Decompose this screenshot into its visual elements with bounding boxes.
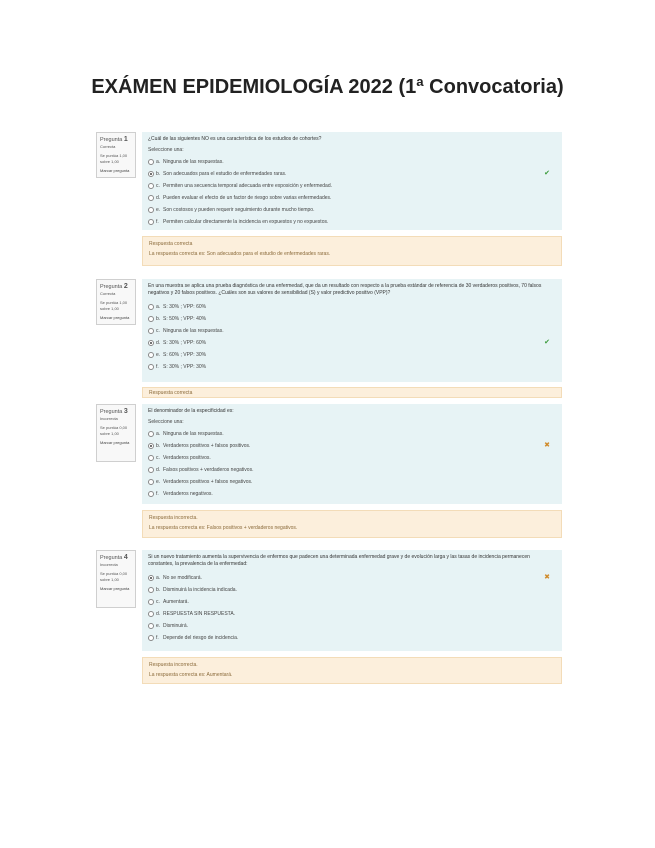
question-text: En una muestra se aplica una prueba diagnóstica de una enfermedad, que da un resultado con respecto a la prueba estándar de referencia de 30 verdaderos positivos, 70 falsos negativos y 20 falsos positivos. ¿Cuáles son sus valores de sensibilidad (S) y valor predictivo positivo (VPP)? xyxy=(148,283,542,296)
radio-button[interactable] xyxy=(148,328,154,334)
answer-option[interactable]: e. Disminuirá. xyxy=(148,620,556,632)
question-prompt: Seleccione una: xyxy=(148,147,184,153)
radio-button[interactable] xyxy=(148,219,154,225)
feedback-box xyxy=(142,236,562,266)
radio-button-selected[interactable] xyxy=(148,575,154,581)
flag-question-link[interactable]: Marcar pregunta xyxy=(100,315,130,320)
answer-option[interactable]: d. Falsos positivos + verdaderos negativos. xyxy=(148,464,556,476)
feedback-text: La respuesta correcta es: Falsos positivos + verdaderos negativos. xyxy=(149,525,298,531)
feedback-heading: Respuesta incorrecta. xyxy=(149,515,198,521)
radio-button[interactable] xyxy=(148,195,154,201)
answer-option-selected[interactable]: b. Verdaderos positivos + falsos positivos. ✖ xyxy=(148,440,556,452)
answer-option[interactable]: b. Disminuirá la incidencia indicada. xyxy=(148,584,556,596)
question-number: 1 xyxy=(123,136,128,143)
flag-question-link[interactable]: Marcar pregunta xyxy=(100,586,130,591)
radio-button-selected[interactable] xyxy=(148,340,154,346)
radio-button[interactable] xyxy=(148,491,154,497)
question-number: 2 xyxy=(123,283,128,290)
answer-option[interactable]: c. Permiten una secuencia temporal adecuada entre exposición y enfermedad. xyxy=(148,180,556,192)
feedback-box xyxy=(142,510,562,538)
question-main xyxy=(142,550,562,684)
answer-option[interactable]: f. Depende del riesgo de incidencia. xyxy=(148,632,556,644)
radio-button[interactable] xyxy=(148,623,154,629)
answer-option[interactable]: e. Son costosos y pueden requerir seguimiento durante mucho tiempo. xyxy=(148,204,556,216)
flag-question-link[interactable]: Marcar pregunta xyxy=(100,168,130,173)
question-score: Se puntúa 1,00 sobre 1,00 xyxy=(100,300,128,311)
question-main xyxy=(142,404,562,538)
incorrect-cross-icon: ✖ xyxy=(544,442,550,449)
radio-button[interactable] xyxy=(148,635,154,641)
question-score: Se puntúa 0,00 sobre 1,00 xyxy=(100,571,128,582)
radio-button-selected[interactable] xyxy=(148,171,154,177)
question-info: Pregunta 4 Incorrecta Se puntúa 0,00 sobre 1,00 Marcar pregunta xyxy=(96,550,136,608)
radio-button-selected[interactable] xyxy=(148,443,154,449)
flag-question-link[interactable]: Marcar pregunta xyxy=(100,440,130,445)
radio-button[interactable] xyxy=(148,183,154,189)
answer-option[interactable]: d. RESPUESTA SIN RESPUESTA. xyxy=(148,608,556,620)
question-status: Incorrecta xyxy=(100,416,118,421)
radio-button[interactable] xyxy=(148,587,154,593)
question-body xyxy=(142,132,562,230)
question-status: Correcta xyxy=(100,291,116,296)
answer-option-selected[interactable]: a. No se modificará. ✖ xyxy=(148,572,556,584)
answer-option[interactable]: a. Ninguna de las respuestas. xyxy=(148,428,556,440)
question-body xyxy=(142,404,562,504)
question-info: Pregunta 3 Incorrecta Se puntúa 0,00 sobre 1,00 Marcar pregunta xyxy=(96,404,136,462)
question-info: Pregunta 1 Correcta Se puntúa 1,00 sobre 1,00 Marcar pregunta xyxy=(96,132,136,178)
question-score: Se puntúa 0,00 sobre 1,00 xyxy=(100,425,128,436)
question-info: Pregunta 2 Correcta Se puntúa 1,00 sobre 1,00 Marcar pregunta xyxy=(96,279,136,325)
feedback-text: La respuesta correcta es: Son adecuados para el estudio de enfermedades raras. xyxy=(149,251,331,257)
feedback-text: La respuesta correcta es: Aumentará. xyxy=(149,672,233,678)
radio-button[interactable] xyxy=(148,611,154,617)
correct-check-icon: ✔ xyxy=(544,170,550,177)
question-text: Si un nuevo tratamiento aumenta la supervivencia de enfermos que padecen una determinada enfermedad grave y de evolución larga y las tasas de incidencia permanecen constantes, la prevalencia de la enfermedad: xyxy=(148,554,530,567)
radio-button[interactable] xyxy=(148,467,154,473)
answer-option[interactable]: c. Ninguna de las respuestas. xyxy=(148,325,556,337)
radio-button[interactable] xyxy=(148,455,154,461)
radio-button[interactable] xyxy=(148,159,154,165)
question-main xyxy=(142,132,562,266)
question-number: 4 xyxy=(123,554,128,561)
feedback-box xyxy=(142,657,562,684)
answer-option[interactable]: a. Ninguna de las respuestas. xyxy=(148,156,556,168)
answer-option[interactable]: e. Verdaderos positivos + falsos negativos. xyxy=(148,476,556,488)
answer-option-selected[interactable]: d. S: 30% ; VPP: 60% ✔ xyxy=(148,337,556,349)
answer-option[interactable]: f. Verdaderos negativos. xyxy=(148,488,556,500)
question-text: ¿Cuál de las siguientes NO es una característica de los estudios de cohortes? xyxy=(148,136,322,142)
feedback-heading: Respuesta correcta xyxy=(149,241,193,247)
question-status: Incorrecta xyxy=(100,562,118,567)
question-text: El denominador de la especificidad es: xyxy=(148,408,234,414)
question-body xyxy=(142,279,562,382)
radio-button[interactable] xyxy=(148,352,154,358)
answer-option[interactable]: f. Permiten calcular directamente la incidencia en expuestos y no expuestos. xyxy=(148,216,556,228)
document-title: EXÁMEN EPIDEMIOLOGÍA 2022 (1ª Convocatoria) xyxy=(91,76,564,98)
answer-option[interactable]: c. Aumentará. xyxy=(148,596,556,608)
feedback-box xyxy=(142,387,562,398)
incorrect-cross-icon: ✖ xyxy=(544,574,550,581)
answer-option[interactable]: b. S: 50% ; VPP: 40% xyxy=(148,313,556,325)
question-number: 3 xyxy=(123,408,128,415)
question-body xyxy=(142,550,562,651)
radio-button[interactable] xyxy=(148,316,154,322)
question-score: Se puntúa 1,00 sobre 1,00 xyxy=(100,153,128,164)
radio-button[interactable] xyxy=(148,304,154,310)
answer-option[interactable]: c. Verdaderos positivos. xyxy=(148,452,556,464)
question-status: Correcta xyxy=(100,144,116,149)
feedback-heading: Respuesta incorrecta. xyxy=(149,662,198,668)
question-main xyxy=(142,279,562,398)
radio-button[interactable] xyxy=(148,599,154,605)
radio-button[interactable] xyxy=(148,364,154,370)
feedback-heading: Respuesta correcta xyxy=(149,390,193,396)
question-prompt: Seleccione una: xyxy=(148,419,184,425)
answer-option[interactable]: d. Pueden evaluar el efecto de un factor de riesgo sobre varias enfermedades. xyxy=(148,192,556,204)
radio-button[interactable] xyxy=(148,479,154,485)
correct-check-icon: ✔ xyxy=(544,339,550,346)
answer-option[interactable]: f. S: 30% ; VPP: 30% xyxy=(148,361,556,373)
answer-option[interactable]: e. S: 60% ; VPP: 30% xyxy=(148,349,556,361)
radio-button[interactable] xyxy=(148,207,154,213)
answer-option-selected[interactable]: b. Son adecuados para el estudio de enfermedades raras. ✔ xyxy=(148,168,556,180)
answer-option[interactable]: a. S: 30% ; VPP: 60% xyxy=(148,301,556,313)
radio-button[interactable] xyxy=(148,431,154,437)
